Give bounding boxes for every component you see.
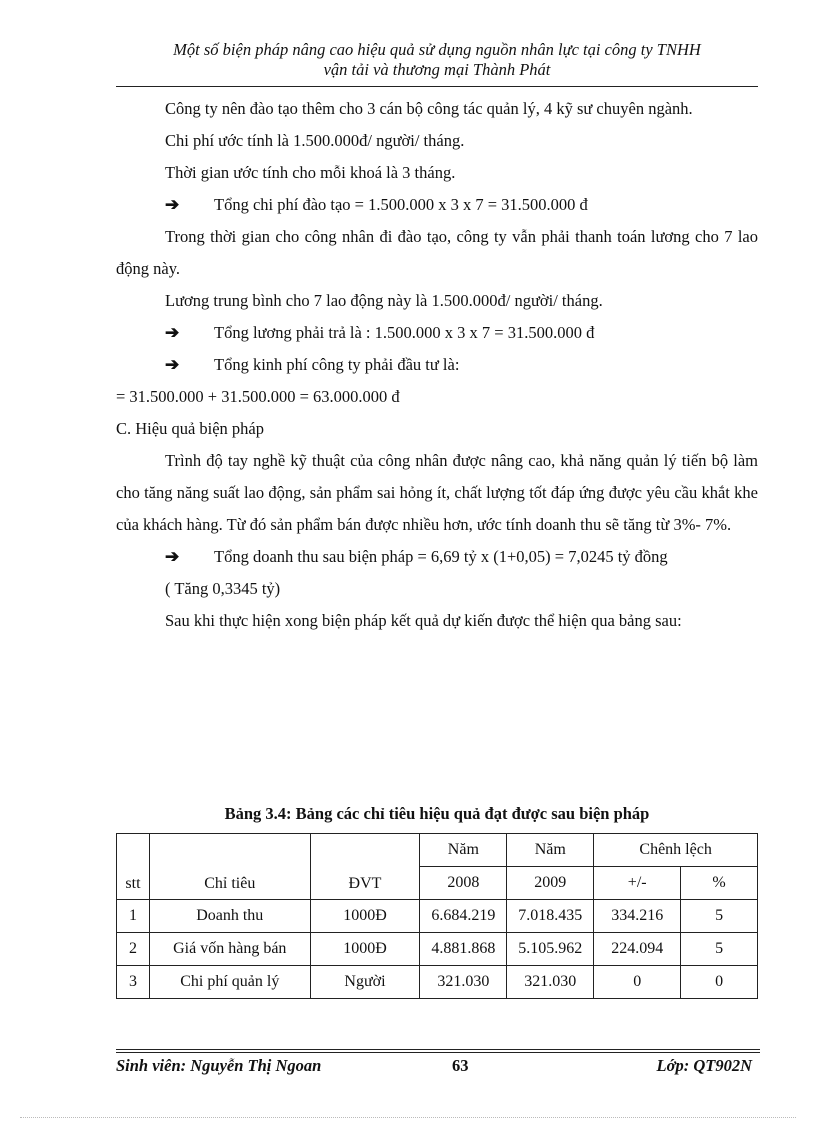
cell-unit: 1000Đ xyxy=(310,900,420,933)
cell-diff-abs: 334.216 xyxy=(594,900,681,933)
cell-2008: 4.881.868 xyxy=(420,933,507,966)
arrow-item-text: Tổng chi phí đào tạo = 1.500.000 x 3 x 7 = 31.500.000 đ xyxy=(214,195,588,214)
header-line-2: vận tải và thương mại Thành Phát xyxy=(323,60,551,79)
paragraph-cost-estimate: Chi phí ước tính là 1.500.000đ/ người/ tháng. xyxy=(165,131,465,150)
document-body xyxy=(116,93,758,637)
table-header-row-1 xyxy=(117,834,758,867)
cell-indicator: Giá vốn hàng bán xyxy=(149,933,310,966)
arrow-icon: ➔ xyxy=(165,323,180,342)
paragraph-duration: Thời gian ước tính cho mỗi khoá là 3 tháng. xyxy=(165,163,456,182)
cell-diff-pct: 0 xyxy=(681,966,758,999)
arrow-icon: ➔ xyxy=(165,547,180,566)
arrow-item-text: Tổng kinh phí công ty phải đầu tư là: xyxy=(214,355,460,374)
paragraph-investment-sum: = 31.500.000 + 31.500.000 = 63.000.000 đ xyxy=(116,387,400,406)
arrow-item-text: Tổng lương phải trả là : 1.500.000 x 3 x 7 = 31.500.000 đ xyxy=(214,323,595,342)
header-indicator: Chỉ tiêu xyxy=(149,834,310,900)
paragraph-salary-note: Trong thời gian cho công nhân đi đào tạo, công ty vẫn phải thanh toán lương cho 7 lao động này. xyxy=(116,227,758,278)
header-year-2008: 2008 xyxy=(420,867,507,900)
cell-diff-abs: 0 xyxy=(594,966,681,999)
footer-page-number: 63 xyxy=(452,1056,469,1075)
header-diff-pct: % xyxy=(681,867,758,900)
cell-stt: 3 xyxy=(117,966,150,999)
paragraph-average-salary: Lương trung bình cho 7 lao động này là 1.500.000đ/ người/ tháng. xyxy=(165,291,603,310)
arrow-icon: ➔ xyxy=(165,195,180,214)
cell-2008: 321.030 xyxy=(420,966,507,999)
page-footer xyxy=(116,1056,760,1078)
cell-2009: 5.105.962 xyxy=(507,933,594,966)
footer-rule xyxy=(116,1049,760,1050)
header-year-label-1: Năm xyxy=(420,834,507,867)
header-difference: Chênh lệch xyxy=(594,834,758,867)
footer-class: Lớp: QT902N xyxy=(656,1056,752,1075)
cell-unit: 1000Đ xyxy=(310,933,420,966)
paragraph-table-intro: Sau khi thực hiện xong biện pháp kết quả dự kiến được thể hiện qua bảng sau: xyxy=(165,611,682,630)
cell-indicator: Doanh thu xyxy=(149,900,310,933)
header-year-2009: 2009 xyxy=(507,867,594,900)
paragraph-effectiveness: Trình độ tay nghề kỹ thuật của công nhân được nâng cao, khả năng quản lý tiến bộ làm cho tăng năng suất lao động, sản phẩm sai hỏng ít, chất lượng tốt đáp ứng được yêu cầu khắt khe của khách hàng. Từ đó sản phẩm bán được nhiều hơn, ước tính doanh thu sẽ tăng từ 3%- 7%. xyxy=(116,451,758,534)
header-stt: stt xyxy=(117,834,150,900)
cell-unit: Người xyxy=(310,966,420,999)
footer-rule xyxy=(116,1052,760,1053)
header-year-label-2: Năm xyxy=(507,834,594,867)
table-caption: Bảng 3.4: Bảng các chỉ tiêu hiệu quả đạt được sau biện pháp xyxy=(224,804,650,823)
arrow-item-text: Tổng doanh thu sau biện pháp = 6,69 tỷ x (1+0,05) = 7,0245 tỷ đồng xyxy=(214,547,668,566)
cell-diff-abs: 224.094 xyxy=(594,933,681,966)
cell-diff-pct: 5 xyxy=(681,900,758,933)
paragraph-increase: ( Tăng 0,3345 tỷ) xyxy=(165,579,281,598)
arrow-icon: ➔ xyxy=(165,355,180,374)
section-heading: C. Hiệu quả biện pháp xyxy=(116,419,265,438)
cell-2009: 321.030 xyxy=(507,966,594,999)
header-unit: ĐVT xyxy=(310,834,420,900)
cell-2009: 7.018.435 xyxy=(507,900,594,933)
header-diff-abs: +/- xyxy=(594,867,681,900)
footer-student: Sinh viên: Nguyễn Thị Ngoan xyxy=(116,1056,322,1075)
page-header xyxy=(116,40,758,80)
page-bottom-border xyxy=(20,1117,796,1118)
indicator-table xyxy=(116,833,758,999)
cell-stt: 1 xyxy=(117,900,150,933)
table-row xyxy=(117,900,758,933)
header-line-1: Một số biện pháp nâng cao hiệu quả sử dụng nguồn nhân lực tại công ty TNHH xyxy=(173,40,701,59)
table-row xyxy=(117,933,758,966)
cell-diff-pct: 5 xyxy=(681,933,758,966)
paragraph-training-plan: Công ty nên đào tạo thêm cho 3 cán bộ công tác quản lý, 4 kỹ sư chuyên ngành. xyxy=(165,99,693,118)
arrow-item-revenue xyxy=(116,541,758,573)
header-rule xyxy=(116,86,758,87)
cell-stt: 2 xyxy=(117,933,150,966)
cell-indicator: Chi phí quản lý xyxy=(149,966,310,999)
arrow-item-training-cost xyxy=(116,189,758,221)
arrow-item-total-investment xyxy=(116,349,758,381)
table-row xyxy=(117,966,758,999)
arrow-item-total-salary xyxy=(116,317,758,349)
cell-2008: 6.684.219 xyxy=(420,900,507,933)
